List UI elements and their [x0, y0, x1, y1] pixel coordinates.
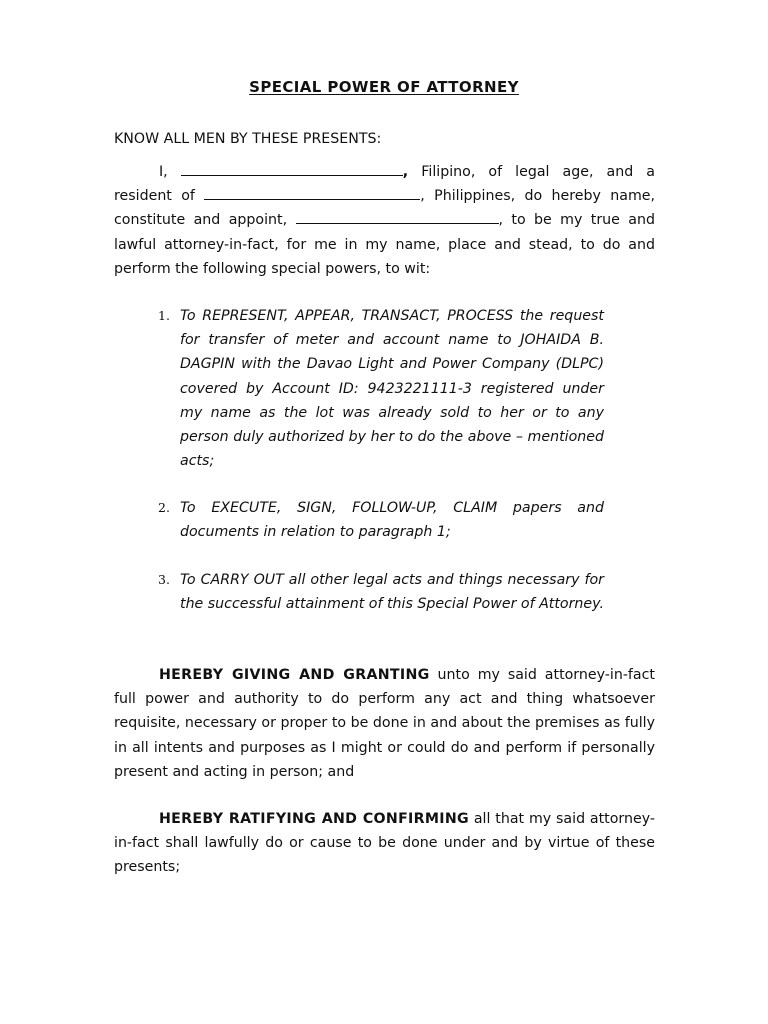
attorney-name-blank [296, 211, 499, 224]
giving-text: unto my said attorney-in-fact full power and authority to do perform any act and thing whatsoever requisite, necessary or proper to be done in and about the premises as fully in all intents and purposes as I might or could do and perform if personally present and acting in person; and [114, 667, 655, 780]
giving-lead: HEREBY GIVING AND GRANTING [159, 667, 430, 683]
giving-paragraph [114, 663, 655, 784]
power-text: To EXECUTE, SIGN, FOLLOW-UP, CLAIM papers and documents in relation to paragraph 1; [180, 500, 604, 541]
intro-part-4: , to be my true and lawful attorney-in-fact, for me in my name, place and stead, to do and perform the following special powers, to wit: [114, 212, 655, 277]
power-text: To REPRESENT, APPEAR, TRANSACT, PROCESS the request for transfer of meter and account name to JOHAIDA B. DAGPIN with the Davao Light and Power Company (DLPC) covered by Account ID: 9423221111-3 registered under my name as the lot was already sold to her or to any person duly authorized by her to do the above – mentioned acts; [180, 308, 604, 470]
document-title: SPECIAL POWER OF ATTORNEY [249, 78, 519, 96]
intro-paragraph [114, 160, 655, 281]
power-number: 2. [158, 500, 170, 515]
intro-part-3: , Philippines, do hereby name, constitute and appoint, [114, 188, 656, 229]
ratifying-paragraph [114, 807, 655, 880]
intro-part-1: I, [159, 164, 168, 180]
residence-blank [204, 187, 420, 200]
salutation: KNOW ALL MEN BY THESE PRESENTS: [114, 131, 382, 147]
power-text: To CARRY OUT all other legal acts and things necessary for the successful attainment of this Special Power of Attorney. [180, 572, 604, 613]
ratifying-text: all that my said attorney-in-fact shall lawfully do or cause to be done under and by virtue of these presents; [114, 811, 655, 876]
principal-name-blank [181, 163, 403, 176]
power-number: 1. [158, 308, 170, 323]
ratifying-lead: HEREBY RATIFYING AND CONFIRMING [159, 811, 469, 827]
intro-part-2: Filipino, of legal age, and a resident of [114, 164, 655, 205]
power-number: 3. [158, 572, 170, 587]
blank-comma: , [402, 164, 409, 180]
